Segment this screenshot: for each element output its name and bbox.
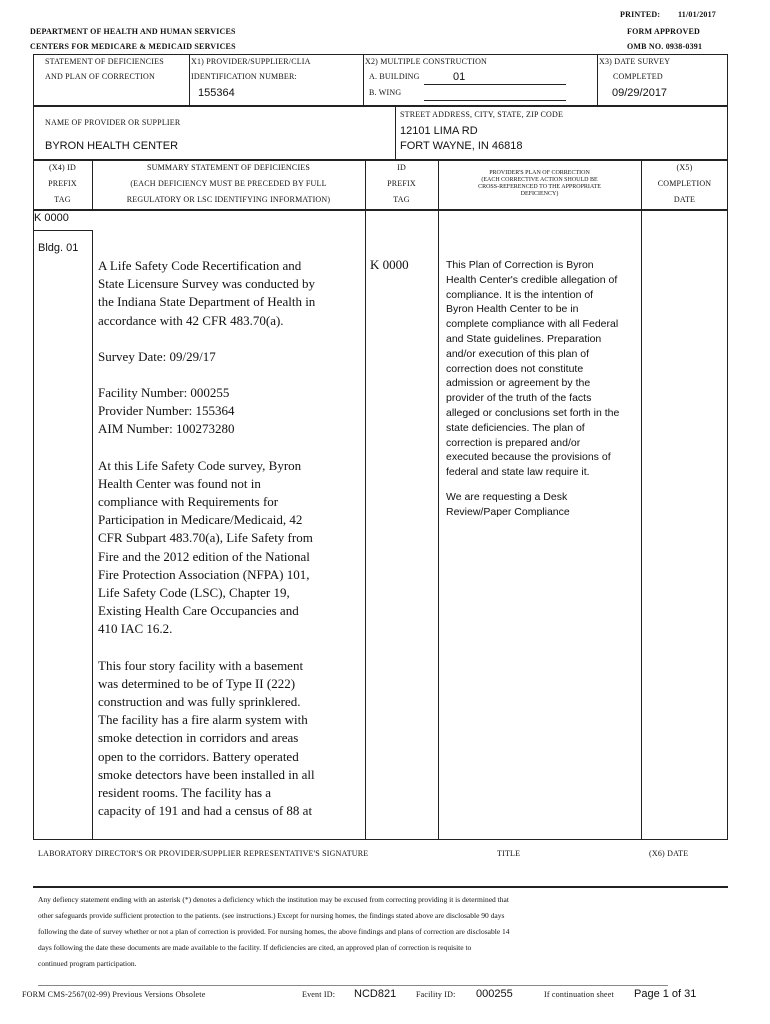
note-line: following the date of survey whether or not a plan of correction is provided. For nursing homes, the above findings and plans of correction are disclosable 14 [38, 927, 510, 936]
plan-of-correction-label: AND PLAN OF CORRECTION [45, 72, 155, 81]
continuation-label: If continuation sheet [544, 990, 614, 999]
summary-paragraph: This four story facility with a basement was determined to be of Type II (222) construction and was fully sprinklered. The facility has a fire alarm system with smoke detection in corridors and areas open to the corridors. Battery operated smoke detectors have been installed in all resident rooms. The facility has a capacity of 191 and had a census of 88 at [98, 657, 315, 819]
provider-id-value: 155364 [198, 87, 235, 99]
provider-id-label: X1) PROVIDER/SUPPLIER/CLIA [191, 57, 311, 66]
event-id-value: NCD821 [354, 988, 397, 1000]
mid-prefix-tag: K 0000 [370, 257, 409, 272]
identification-label: IDENTIFICATION NUMBER: [191, 72, 297, 81]
summary-paragraph: Facility Number: 000255 Provider Number: 155364 AIM Number: 100273280 [98, 385, 235, 437]
title-label: TITLE [497, 849, 521, 858]
x4-prefix-header: PREFIX [48, 179, 77, 188]
summary-header: SUMMARY STATEMENT OF DEFICIENCIES [146, 163, 311, 172]
form-number: FORM CMS-2567(02-99) Previous Versions Obsolete [22, 990, 206, 999]
statement-label: STATEMENT OF DEFICIENCIES [45, 57, 164, 66]
building-value: 01 [453, 71, 466, 83]
summary-paragraph: Survey Date: 09/29/17 [98, 348, 216, 364]
id-tag-header: TAG [393, 195, 410, 204]
plan-paragraph: We are requesting a Desk Review/Paper Compliance [446, 490, 570, 518]
page-number: Page 1 of 31 [634, 988, 697, 1000]
address-label: STREET ADDRESS, CITY, STATE, ZIP CODE [400, 110, 564, 119]
summary-paragraph: At this Life Safety Code survey, Byron Health Center was found not in compliance with Requirements for Participation in Medicare/Medicaid, 42 CFR Subpart 483.70(a), Life Safety from Fire and the 2012 edition of the National Fire Protection Association (NFPA) 101, Life Safety Code (LSC), Chapter 19, Existing Health Care Occupancies and 410 IAC 16.2. [98, 457, 313, 637]
note-line: Any defiency statement ending with an asterisk (*) denotes a deficiency which the institution may be excused from correcting providing it is determined that [38, 895, 509, 904]
printed-label: PRINTED: [620, 10, 661, 19]
multiple-construction-label: X2) MULTIPLE CONSTRUCTION [365, 57, 488, 66]
x6-date-label: (X6) DATE [649, 849, 689, 858]
plan-header-line-4: DEFICIENCY) [520, 191, 559, 197]
date-survey-value: 09/29/2017 [612, 87, 668, 99]
facility-id-value: 000255 [476, 988, 513, 1000]
plan-of-correction-text [446, 258, 621, 530]
x5-header: (X5) [676, 163, 693, 172]
event-id-label: Event ID: [302, 990, 336, 999]
plan-header-line-1: PROVIDER'S PLAN OF CORRECTION [489, 170, 590, 176]
plan-header [438, 170, 641, 198]
summary-paragraph: A Life Safety Code Recertification and State Licensure Survey was conducted by the Indiana State Department of Health in accordance with 42 CFR 483.70(a). [98, 258, 316, 328]
id-prefix-header: PREFIX [387, 179, 416, 188]
printed-date: 11/01/2017 [678, 10, 717, 19]
building-label: A. BUILDING [369, 72, 420, 81]
summary-statement [98, 257, 363, 838]
completed-label: COMPLETED [613, 72, 663, 81]
completion-header: COMPLETION [657, 179, 712, 188]
department-name: DEPARTMENT OF HEALTH AND HUMAN SERVICES [30, 27, 236, 36]
disclosure-note [38, 892, 718, 972]
director-signature-label: LABORATORY DIRECTOR'S OR PROVIDER/SUPPLIER REPRESENTATIVE'S SIGNATURE [38, 849, 369, 858]
provider-name-value: BYRON HEALTH CENTER [45, 140, 179, 152]
date-header: DATE [673, 195, 696, 204]
plan-paragraph: This Plan of Correction is Byron Health Center's credible allegation of compliance. It is the intention of Byron Health Center to be in complete compliance with all Federal and State guidelines. Preparation and/or execution of this plan of correction does not constitute admission or agreement by the provider of the truth of the facts alleged or conclusions set forth in the state deficiencies. The plan of correction is prepared and/or executed because the provisions of federal and state law require it. [446, 259, 620, 479]
plan-header-line-3: CROSS-REFERENCED TO THE APPROPRIATE [478, 184, 601, 190]
wing-label: B. WING [369, 88, 402, 97]
address-line-1: 12101 LIMA RD [400, 125, 478, 137]
summary-subheader-1: (EACH DEFICIENCY MUST BE PRECEDED BY FULL [130, 179, 327, 188]
left-prefix-tag: K 0000 [34, 212, 69, 224]
omb-number: OMB NO. 0938-0391 [627, 42, 703, 51]
x4-tag-header: TAG [54, 195, 71, 204]
note-line: days following the date these documents are made available to the facility. If deficiencies are cited, an approved plan of correction is requisite to [38, 943, 472, 952]
building-tag: Bldg. 01 [38, 242, 79, 254]
summary-subheader-2: REGULATORY OR LSC IDENTIFYING INFORMATION) [126, 195, 331, 204]
provider-name-label: NAME OF PROVIDER OR SUPPLIER [45, 118, 181, 127]
note-line: other safeguards provide sufficient protection to the patients. (see instructions.) Except for nursing homes, the findings stated above are disclosable 90 days [38, 911, 505, 920]
centers-name: CENTERS FOR MEDICARE & MEDICAID SERVICES [30, 42, 236, 51]
address-line-2: FORT WAYNE, IN 46818 [400, 140, 523, 152]
note-line: continued program participation. [38, 959, 137, 968]
facility-id-label: Facility ID: [416, 990, 456, 999]
x4-id-header: (X4) ID [49, 163, 76, 172]
plan-header-line-2: (EACH CORRECTIVE ACTION SHOULD BE [481, 177, 598, 183]
id-header: ID [397, 163, 406, 172]
form-approved: FORM APPROVED [627, 27, 701, 36]
date-survey-label: X3) DATE SURVEY [599, 57, 671, 66]
